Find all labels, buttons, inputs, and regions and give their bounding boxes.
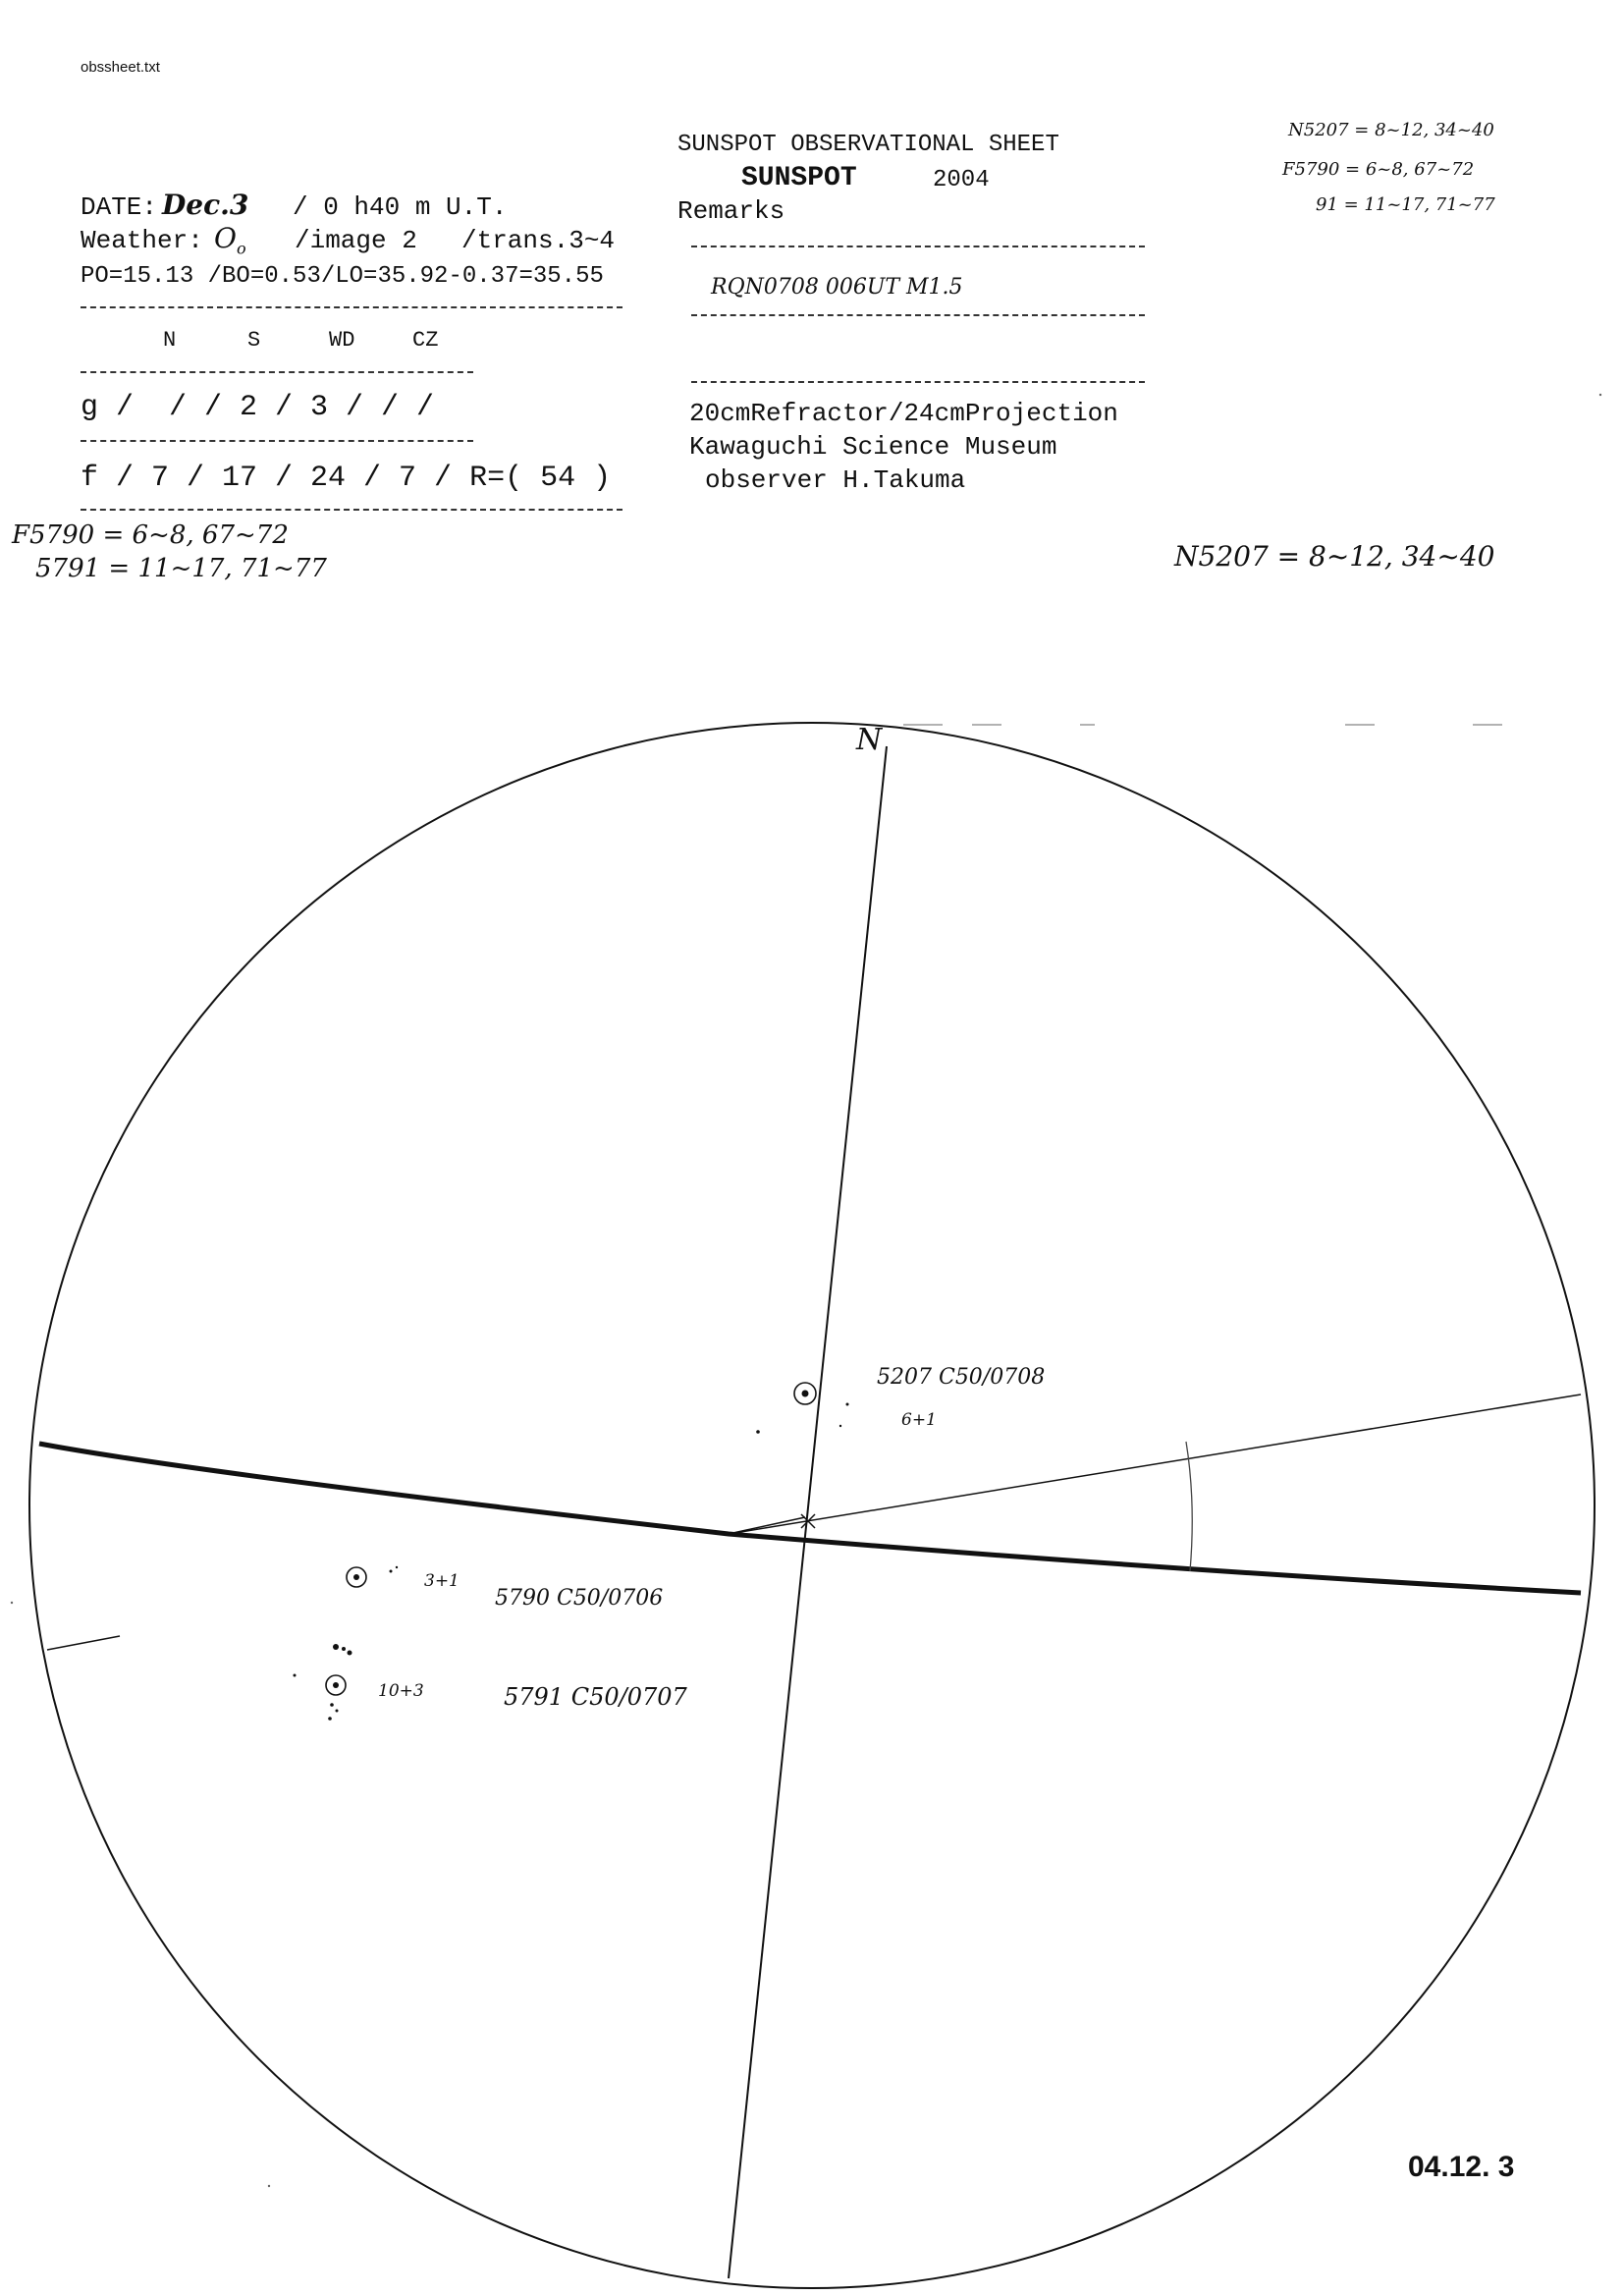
time-value: / 0 h40 m U.T.	[293, 192, 508, 222]
group-5791-label: 5791 C50/0707	[504, 1683, 687, 1711]
col-header-n: N	[163, 328, 177, 353]
weather-symbol: O	[214, 222, 237, 254]
remarks-line-1: RQN0708 006UT M1.5	[711, 275, 963, 300]
sheet-title: SUNSPOT OBSERVATIONAL SHEET	[677, 132, 1059, 158]
group-5207-count: 6+1	[901, 1410, 937, 1430]
col-header-s: S	[247, 328, 261, 353]
col-header-wd: WD	[329, 328, 355, 353]
top-right-note-1: N5207 = 8~12, 34~40	[1288, 120, 1494, 140]
institution-text: Kawaguchi Science Museum	[689, 432, 1057, 462]
sunspot-group-5791	[294, 1644, 352, 1721]
angle-connector	[729, 1517, 805, 1534]
position-angle-line	[729, 1394, 1581, 1534]
file-label: obssheet.txt	[81, 59, 160, 76]
footer-date: 04.12. 3	[1408, 2151, 1515, 2183]
weather-subscript: o	[236, 239, 246, 258]
group-5790-label: 5790 C50/0706	[495, 1586, 664, 1611]
weather-label: Weather:	[81, 226, 203, 255]
col-header-cz: CZ	[412, 328, 439, 353]
trans-text: /trans.3~4	[461, 226, 616, 255]
right-note: N5207 = 8~12, 34~40	[1174, 540, 1495, 573]
observer-text: observer H.Takuma	[705, 465, 966, 495]
stray-dot	[11, 1602, 13, 1604]
group-5791-count: 10+3	[378, 1681, 424, 1701]
stray-dot	[268, 2185, 270, 2187]
equipment-text: 20cmRefractor/24cmProjection	[689, 399, 1118, 428]
remarks-label: Remarks	[677, 196, 785, 226]
left-note-2: 5791 = 11~17, 71~77	[35, 554, 327, 583]
left-note-1: F5790 = 6~8, 67~72	[12, 520, 289, 550]
f-count-row: f / 7 / 17 / 24 / 7 / R=( 54 )	[81, 462, 612, 495]
sunspot-group-5207	[756, 1383, 848, 1434]
date-value: Dec.3	[162, 189, 249, 221]
sheet-year: 2004	[933, 167, 990, 193]
top-right-note-3: 91 = 11~17, 71~77	[1316, 194, 1495, 215]
sunspot-group-5790	[347, 1566, 398, 1587]
group-5207-label: 5207 C50/0708	[877, 1365, 1046, 1390]
image-text: /image 2	[295, 226, 417, 255]
left-tick-mark	[47, 1636, 120, 1650]
angle-arc	[1186, 1442, 1192, 1571]
g-count-row: g / / / 2 / 3 / / /	[81, 391, 435, 424]
solar-disk-outline	[29, 723, 1595, 2288]
sheet-subtitle-word: SUNSPOT	[741, 163, 857, 193]
group-5790-count: 3+1	[424, 1571, 460, 1591]
stray-dot	[1599, 394, 1601, 396]
north-label: N	[856, 723, 883, 757]
top-right-note-2: F5790 = 6~8, 67~72	[1282, 159, 1475, 180]
date-label: DATE:	[81, 192, 158, 222]
coords-text: PO=15.13 /BO=0.53/LO=35.92-0.37=35.55	[81, 263, 604, 290]
